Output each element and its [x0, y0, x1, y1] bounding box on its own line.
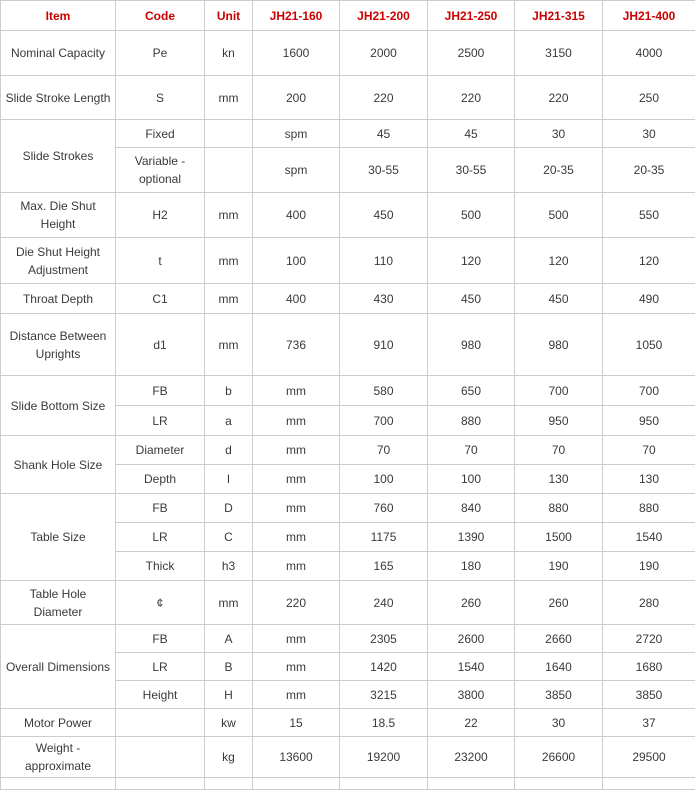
value-cell: 120	[515, 238, 603, 284]
table-row	[1, 376, 695, 406]
value-cell: 220	[340, 76, 428, 120]
value-cell: mm	[253, 523, 340, 552]
item-cell: Die Shut Height Adjustment	[1, 238, 116, 284]
header-cell-item: Item	[1, 1, 116, 31]
value-cell: 400	[253, 193, 340, 238]
value-cell: 450	[515, 284, 603, 314]
value-cell: 18.5	[340, 709, 428, 737]
value-cell: 220	[428, 76, 515, 120]
value-cell: 220	[253, 581, 340, 625]
value-cell: 1680	[603, 653, 695, 681]
code-cell: FB	[116, 376, 205, 406]
value-cell: 650	[428, 376, 515, 406]
item-cell: Table Hole Diameter	[1, 581, 116, 625]
table-row	[1, 709, 695, 737]
value-cell: 700	[515, 376, 603, 406]
item-cell: Slide Stroke Length	[1, 76, 116, 120]
header-cell-jh21-160: JH21-160	[253, 1, 340, 31]
value-cell: 500	[428, 193, 515, 238]
value-cell: 1540	[603, 523, 695, 552]
value-cell: 1420	[340, 653, 428, 681]
value-cell: 70	[428, 436, 515, 465]
code-cell: Diameter	[116, 436, 205, 465]
value-cell: 1600	[253, 31, 340, 76]
unit-cell: a	[205, 406, 253, 436]
unit-cell: C	[205, 523, 253, 552]
unit-cell: B	[205, 653, 253, 681]
value-cell: 29500	[603, 737, 695, 778]
value-cell: 950	[515, 406, 603, 436]
value-cell: 880	[515, 494, 603, 523]
code-cell: FB	[116, 625, 205, 653]
value-cell: 1640	[515, 653, 603, 681]
item-cell	[1, 778, 116, 790]
unit-cell: mm	[205, 314, 253, 376]
code-cell: Variable - optional	[116, 148, 205, 193]
value-cell	[340, 778, 428, 790]
value-cell	[603, 778, 695, 790]
value-cell: 250	[603, 76, 695, 120]
value-cell: 280	[603, 581, 695, 625]
unit-cell: D	[205, 494, 253, 523]
value-cell: 980	[428, 314, 515, 376]
value-cell: mm	[253, 436, 340, 465]
code-cell: S	[116, 76, 205, 120]
value-cell: 260	[428, 581, 515, 625]
value-cell: 45	[428, 120, 515, 148]
code-cell	[116, 709, 205, 737]
header-cell-code: Code	[116, 1, 205, 31]
value-cell: 2500	[428, 31, 515, 76]
code-cell: t	[116, 238, 205, 284]
unit-cell: kw	[205, 709, 253, 737]
value-cell: 22	[428, 709, 515, 737]
item-cell: Motor Power	[1, 709, 116, 737]
value-cell: 1390	[428, 523, 515, 552]
code-cell: ¢	[116, 581, 205, 625]
value-cell: 3850	[603, 681, 695, 709]
item-cell: Throat Depth	[1, 284, 116, 314]
value-cell: spm	[253, 148, 340, 193]
value-cell: 3850	[515, 681, 603, 709]
item-cell: Weight - approximate	[1, 737, 116, 778]
code-cell	[116, 778, 205, 790]
value-cell: 240	[340, 581, 428, 625]
value-cell: 450	[428, 284, 515, 314]
value-cell: 70	[603, 436, 695, 465]
value-cell: 13600	[253, 737, 340, 778]
unit-cell: mm	[205, 238, 253, 284]
value-cell: mm	[253, 653, 340, 681]
value-cell: 880	[603, 494, 695, 523]
item-cell: Distance Between Uprights	[1, 314, 116, 376]
value-cell: 490	[603, 284, 695, 314]
value-cell: 2600	[428, 625, 515, 653]
item-cell: Max. Die Shut Height	[1, 193, 116, 238]
table-row	[1, 581, 695, 625]
value-cell: 190	[515, 552, 603, 581]
value-cell: 220	[515, 76, 603, 120]
value-cell: 20-35	[603, 148, 695, 193]
value-cell: mm	[253, 465, 340, 494]
code-cell: Pe	[116, 31, 205, 76]
header-cell-jh21-200: JH21-200	[340, 1, 428, 31]
value-cell: mm	[253, 681, 340, 709]
code-cell: Fixed	[116, 120, 205, 148]
value-cell: 500	[515, 193, 603, 238]
unit-cell	[205, 120, 253, 148]
table-row	[1, 120, 695, 148]
value-cell: 840	[428, 494, 515, 523]
value-cell: 1050	[603, 314, 695, 376]
item-cell: Overall Dimensions	[1, 625, 116, 709]
code-cell: LR	[116, 523, 205, 552]
unit-cell: d	[205, 436, 253, 465]
unit-cell: mm	[205, 76, 253, 120]
unit-cell: kn	[205, 31, 253, 76]
table-row	[1, 31, 695, 76]
code-cell: FB	[116, 494, 205, 523]
table-row	[1, 314, 695, 376]
value-cell: 130	[603, 465, 695, 494]
unit-cell: kg	[205, 737, 253, 778]
header-cell-unit: Unit	[205, 1, 253, 31]
value-cell: 70	[515, 436, 603, 465]
unit-cell: H	[205, 681, 253, 709]
table-row	[1, 436, 695, 465]
item-cell: Slide Strokes	[1, 120, 116, 193]
value-cell: 100	[428, 465, 515, 494]
value-cell: 180	[428, 552, 515, 581]
code-cell: Depth	[116, 465, 205, 494]
value-cell: 950	[603, 406, 695, 436]
table-row	[1, 778, 695, 790]
value-cell: 2660	[515, 625, 603, 653]
value-cell: 760	[340, 494, 428, 523]
value-cell: 1175	[340, 523, 428, 552]
value-cell: mm	[253, 494, 340, 523]
value-cell: 130	[515, 465, 603, 494]
spec-table-body	[1, 31, 695, 790]
value-cell: 910	[340, 314, 428, 376]
code-cell: Height	[116, 681, 205, 709]
value-cell: mm	[253, 376, 340, 406]
value-cell: 100	[253, 238, 340, 284]
value-cell: 30	[515, 120, 603, 148]
code-cell: LR	[116, 653, 205, 681]
table-row	[1, 625, 695, 653]
code-cell: C1	[116, 284, 205, 314]
table-row	[1, 494, 695, 523]
value-cell: 400	[253, 284, 340, 314]
unit-cell	[205, 778, 253, 790]
unit-cell	[205, 148, 253, 193]
value-cell: 110	[340, 238, 428, 284]
code-cell: d1	[116, 314, 205, 376]
value-cell: 980	[515, 314, 603, 376]
value-cell: mm	[253, 406, 340, 436]
value-cell: 3150	[515, 31, 603, 76]
value-cell: 4000	[603, 31, 695, 76]
value-cell: 23200	[428, 737, 515, 778]
table-row	[1, 737, 695, 778]
item-cell: Slide Bottom Size	[1, 376, 116, 436]
item-cell: Nominal Capacity	[1, 31, 116, 76]
value-cell: mm	[253, 625, 340, 653]
value-cell	[428, 778, 515, 790]
value-cell: 30	[515, 709, 603, 737]
value-cell: 190	[603, 552, 695, 581]
item-cell: Shank Hole Size	[1, 436, 116, 494]
table-row	[1, 238, 695, 284]
value-cell: 2305	[340, 625, 428, 653]
value-cell: 120	[428, 238, 515, 284]
value-cell: 30-55	[340, 148, 428, 193]
value-cell: 70	[340, 436, 428, 465]
unit-cell: mm	[205, 193, 253, 238]
value-cell: 2720	[603, 625, 695, 653]
value-cell	[515, 778, 603, 790]
unit-cell: h3	[205, 552, 253, 581]
value-cell: 19200	[340, 737, 428, 778]
value-cell: 200	[253, 76, 340, 120]
value-cell	[253, 778, 340, 790]
unit-cell: l	[205, 465, 253, 494]
value-cell: 26600	[515, 737, 603, 778]
value-cell: 580	[340, 376, 428, 406]
value-cell: 736	[253, 314, 340, 376]
value-cell: 700	[340, 406, 428, 436]
value-cell: 100	[340, 465, 428, 494]
value-cell: 165	[340, 552, 428, 581]
value-cell: 3215	[340, 681, 428, 709]
value-cell: 550	[603, 193, 695, 238]
value-cell: 260	[515, 581, 603, 625]
value-cell: 15	[253, 709, 340, 737]
table-row	[1, 193, 695, 238]
value-cell: 430	[340, 284, 428, 314]
value-cell: 20-35	[515, 148, 603, 193]
unit-cell: A	[205, 625, 253, 653]
code-cell: H2	[116, 193, 205, 238]
code-cell	[116, 737, 205, 778]
unit-cell: mm	[205, 581, 253, 625]
unit-cell: mm	[205, 284, 253, 314]
header-cell-jh21-250: JH21-250	[428, 1, 515, 31]
value-cell: 45	[340, 120, 428, 148]
value-cell: 880	[428, 406, 515, 436]
header-row	[1, 1, 695, 31]
table-row	[1, 76, 695, 120]
value-cell: 120	[603, 238, 695, 284]
code-cell: Thick	[116, 552, 205, 581]
value-cell: 700	[603, 376, 695, 406]
code-cell: LR	[116, 406, 205, 436]
value-cell: 30	[603, 120, 695, 148]
value-cell: mm	[253, 552, 340, 581]
value-cell: 450	[340, 193, 428, 238]
value-cell: 30-55	[428, 148, 515, 193]
item-cell: Table Size	[1, 494, 116, 581]
value-cell: 37	[603, 709, 695, 737]
value-cell: 1540	[428, 653, 515, 681]
unit-cell: b	[205, 376, 253, 406]
value-cell: 3800	[428, 681, 515, 709]
value-cell: 2000	[340, 31, 428, 76]
header-cell-jh21-315: JH21-315	[515, 1, 603, 31]
value-cell: spm	[253, 120, 340, 148]
value-cell: 1500	[515, 523, 603, 552]
header-cell-jh21-400: JH21-400	[603, 1, 695, 31]
table-row	[1, 284, 695, 314]
